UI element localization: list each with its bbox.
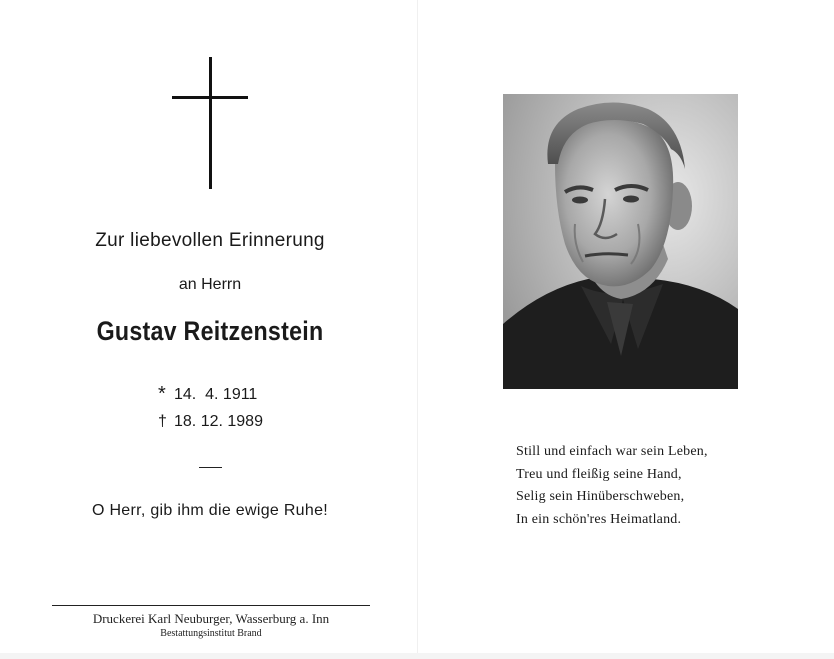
portrait-photo: [503, 94, 738, 389]
poem-line: Treu und fleißig seine Hand,: [516, 466, 682, 482]
birth-row: [158, 381, 263, 408]
poem-line: Still und einfach war sein Leben,: [516, 444, 708, 459]
death-dagger-icon: †: [158, 413, 167, 430]
fold-line: [417, 0, 418, 659]
poem-line: Selig sein Hinüberschweben,: [516, 489, 685, 504]
funeral-home-credit: Bestattungsinstitut Brand: [160, 628, 262, 639]
birth-star-icon: *: [158, 383, 166, 405]
prayer: O Herr, gib ihm die ewige Ruhe!: [91, 502, 329, 519]
birth-date: 14. 4. 1911: [174, 386, 258, 403]
card-edge: [0, 653, 834, 659]
deceased-name: Gustav Reitzenstein: [96, 316, 324, 346]
printer-credit: Druckerei Karl Neuburger, Wasserburg a. Inn: [92, 611, 330, 626]
divider-dash: [199, 467, 222, 468]
memorial-heading: Zur liebevollen Erinnerung: [95, 230, 325, 251]
poem: [516, 441, 708, 531]
cross-icon: [172, 57, 248, 189]
salutation: an Herrn: [178, 276, 242, 293]
death-row: [158, 408, 263, 435]
footer-rule: [52, 605, 370, 606]
life-dates: [158, 381, 263, 435]
death-date: 18. 12. 1989: [174, 413, 263, 430]
poem-line: In ein schön'res Heimatland.: [516, 511, 682, 527]
